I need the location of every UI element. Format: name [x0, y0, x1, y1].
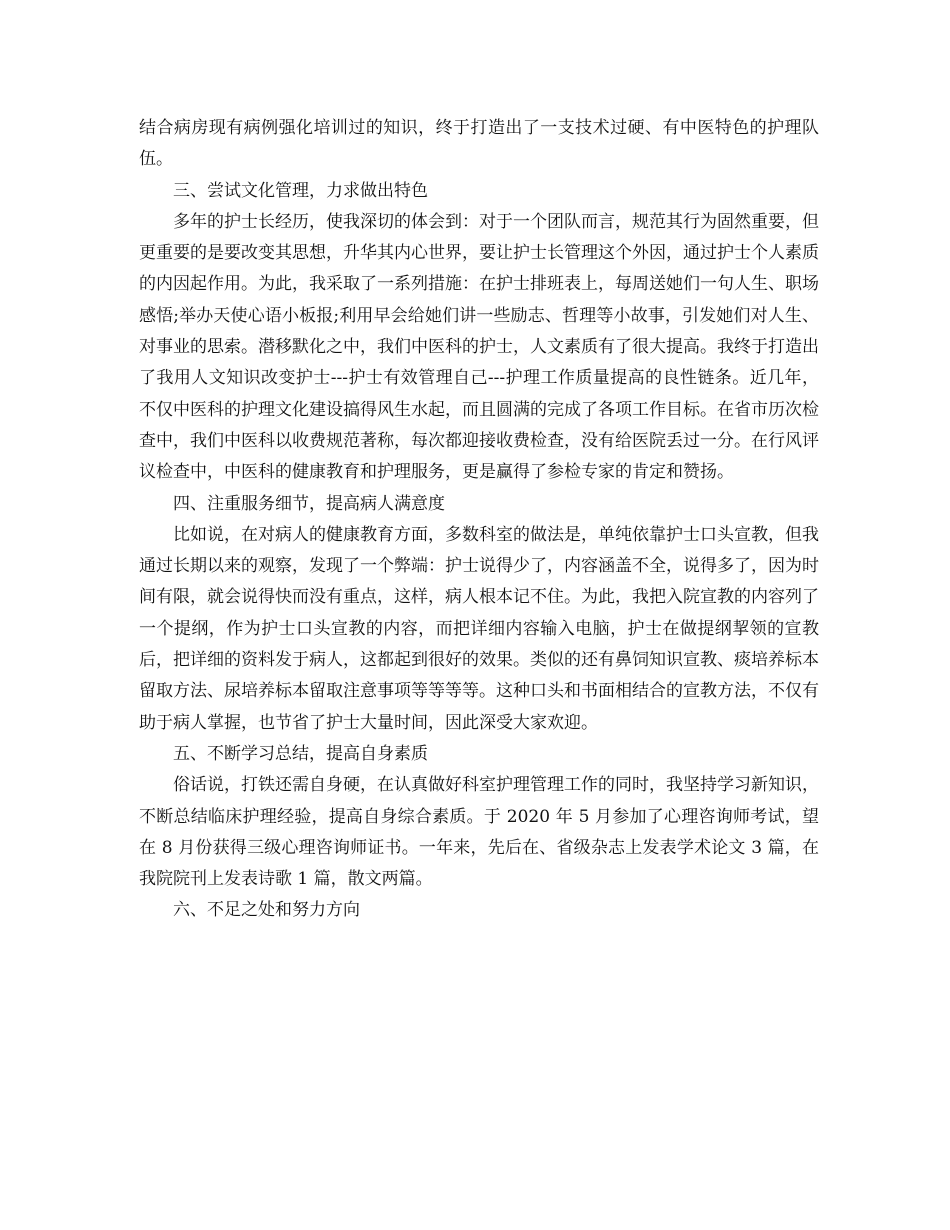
paragraph-continuation: 结合病房现有病例强化培训过的知识，终于打造出了一支技术过硬、有中医特色的护理队伍。 — [139, 118, 819, 170]
section-heading-self-improvement: 五、不断学习总结，提高自身素质 — [173, 743, 428, 764]
document-body — [139, 113, 819, 927]
section-heading-service-details: 四、注重服务细节，提高病人满意度 — [173, 493, 445, 514]
paragraph-service-details: 比如说，在对病人的健康教育方面，多数科室的做法是，单纯依靠护士口头宣教，但我通过长期以来的观察，发现了一个弊端：护士说得少了，内容涵盖不全，说得多了，因为时间有限，就会说得快而没有重点，这样，病人根本记不住。为此，我把入院宣教的内容列了一个提纲，作为护士口头宣教的内容，而把详细内容输入电脑，护士在做提纲挈领的宣教后，把详细的资料发于病人，这都起到很好的效果。类似的还有鼻饲知识宣教、痰培养标本留取方法、尿培养标本留取注意事项等等等等。这种口头和书面相结合的宣教方法，不仅有助于病人掌握，也节省了护士大量时间，因此深受大家欢迎。 — [139, 524, 819, 733]
paragraph-culture-management: 多年的护士长经历，使我深切的体会到：对于一个团队而言，规范其行为固然重要，但更重要的是要改变其思想，升华其内心世界，要让护士长管理这个外因，通过护士个人素质的内因起作用。为此，我采取了一系列措施：在护士排班表上，每周送她们一句人生、职场感悟;举办天使心语小板报;利用早会给她们讲一些励志、哲理等小故事，引发她们对人生、对事业的思索。潜移默化之中，我们中医科的护士，人文素质有了很大提高。我终于打造出了我用人文知识改变护士---护士有效管理自己---护理工作质量提高的良性链条。近几年，不仅中医科的护理文化建设搞得风生水起，而且圆满的完成了各项工作目标。在省市历次检查中，我们中医科以收费规范著称，每次都迎接收费检查，没有给医院丢过一分。在行风评议检查中，中医科的健康教育和护理服务，更是赢得了参检专家的肯定和赞扬。 — [139, 211, 819, 483]
paragraph-self-improvement: 俗话说，打铁还需自身硬，在认真做好科室护理管理工作的同时，我坚持学习新知识，不断总结临床护理经验，提高自身综合素质。于 2020 年 5 月参加了心理咨询师考试，望在 8 月份获得三级心理咨询师证书。一年来，先后在、省级杂志上发表学术论文 3 篇，在我院院刊上发表诗歌 1 篇，散文两篇。 — [139, 775, 819, 890]
section-heading-shortcomings: 六、不足之处和努力方向 — [173, 900, 360, 921]
section-heading-culture-management: 三、尝试文化管理，力求做出特色 — [173, 180, 428, 201]
